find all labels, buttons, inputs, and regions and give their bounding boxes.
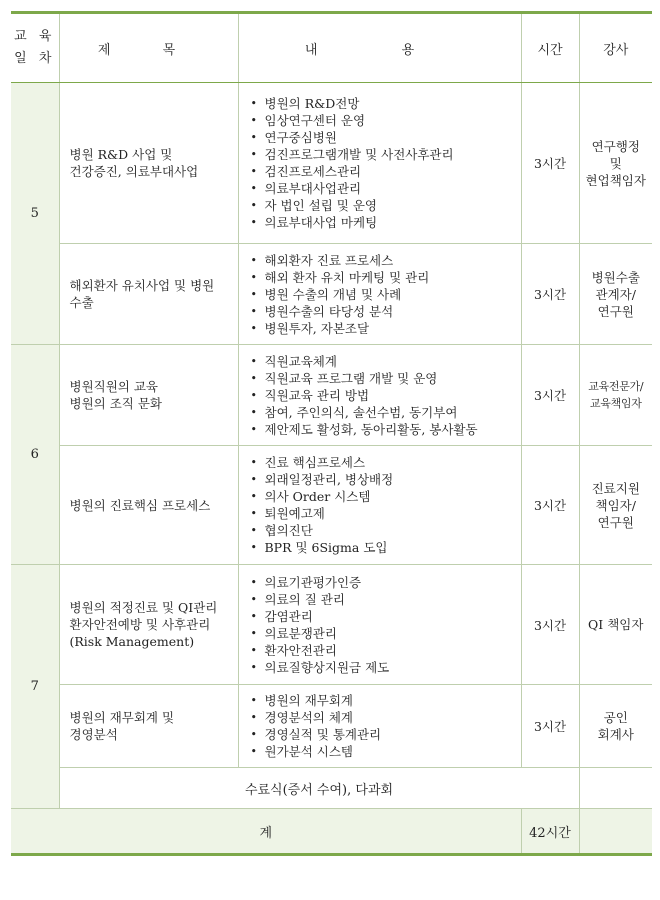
bullet-icon: • [250,507,257,520]
title-cell [59,446,238,565]
list-item: • 병원수출의 타당성 분석 [250,303,394,319]
content-list [249,574,515,676]
title-cell [59,345,238,446]
list-item: • 직원교육 관리 방법 [250,387,370,403]
list-item: • BPR 및 6Sigma 도입 [250,540,388,555]
header-content: 내 용 [238,13,521,83]
bullet-icon: • [250,216,257,229]
title-line: 병원의 조직 문화 [69,396,162,411]
list-item: • 연구중심병원 [250,130,337,145]
bullet-icon: • [250,287,257,301]
total-row [11,809,652,855]
header-row [11,13,652,83]
list-item: • 병원의 재무회계 [250,693,353,708]
bullet-icon: • [250,253,257,267]
list-item: • 자 법인 설립 및 운영 [250,198,377,213]
list-item: • 진료 핵심프로세스 [250,455,366,470]
total-empty-cell [579,809,652,855]
curriculum-table [11,11,652,856]
content-cell [238,685,521,768]
header-title: 제 목 [59,13,238,83]
title-cell [59,565,238,685]
title-line: 병원의 적정진료 및 QI관리 [69,600,218,615]
header-day [11,13,59,83]
time-cell: 3시간 [521,345,579,446]
instructor-cell: 병원수출 관계자/ 연구원 [579,244,652,345]
bullet-icon: • [250,388,257,402]
bullet-icon: • [250,728,257,741]
header-day-line2: 일 차 [14,51,56,66]
title-line: 병원의 재무회계 및 [69,710,175,725]
instructor-cell: 교육전문가/ 교육책임자 [579,345,652,446]
bullet-icon: • [250,592,257,606]
instructor-cell: 진료지원 책임자/ 연구원 [579,446,652,565]
list-item: • 직원교육 프로그램 개발 및 운영 [250,370,438,386]
time-cell: 3시간 [521,244,579,345]
list-item: • 협의진단 [250,523,313,538]
bullet-icon: • [250,694,257,707]
title-line: 병원 R&D 사업 및 [69,147,173,162]
list-item: • 의료질향상지원금 제도 [250,659,390,675]
list-item: • 경영분석의 체계 [250,710,353,725]
bullet-icon: • [250,473,257,486]
title-line: (Risk Management) [69,634,195,649]
content-list [249,252,515,337]
day-cell: 5 [11,83,59,345]
list-item: • 참여, 주인의식, 솔선수범, 동기부여 [250,404,458,420]
bullet-icon: • [250,270,257,284]
content-list [249,454,515,556]
list-item: • 의사 Order 시스템 [250,489,371,504]
instructor-cell: 연구행정 및 현업책임자 [579,83,652,244]
list-item: • 의료분쟁관리 [250,625,337,641]
content-cell [238,565,521,685]
list-item: • 의료의 질 관리 [250,591,345,607]
title-cell [59,83,238,244]
time-cell: 3시간 [521,565,579,685]
list-item: • 의료부대사업 마케팅 [250,215,378,230]
title-line: 건강증진, 의료부대사업 [69,164,199,179]
content-list [249,353,515,438]
header-instructor: 강사 [579,13,652,83]
title-cell [59,244,238,345]
list-item: • 의료기관평가인증 [250,574,362,590]
table-row [11,565,652,685]
bullet-icon: • [250,660,257,674]
day-cell: 7 [11,565,59,809]
bullet-icon: • [250,575,257,589]
list-item: • 제안제도 활성화, 동아리활동, 봉사활동 [250,421,478,437]
table-row [11,685,652,768]
closing-row [11,768,652,809]
list-item: • 병원 수출의 개념 및 사례 [250,286,402,302]
bullet-icon: • [250,524,257,537]
list-item: • 감염관리 [250,608,313,624]
header-time: 시간 [521,13,579,83]
table-row [11,244,652,345]
bullet-icon: • [250,304,257,318]
title-line: 환자안전예방 및 사후관리 [69,617,211,632]
time-cell: 3시간 [521,446,579,565]
list-item: • 외래일정관리, 병상배정 [250,472,394,487]
content-cell [238,83,521,244]
time-cell: 3시간 [521,685,579,768]
bullet-icon: • [250,131,257,144]
bullet-icon: • [250,165,257,178]
table-row [11,345,652,446]
list-item: • 임상연구센터 운영 [250,113,366,128]
bullet-icon: • [250,371,257,385]
bullet-icon: • [250,456,257,469]
list-item: • 해외환자 진료 프로세스 [250,252,394,268]
list-item: • 원가분석 시스템 [250,744,353,759]
bullet-icon: • [250,199,257,212]
closing-cell: 수료식(증서 수여), 다과회 [59,768,579,809]
instructor-cell: QI 책임자 [579,565,652,685]
bullet-icon: • [250,626,257,640]
title-line: 병원직원의 교육 [69,379,158,394]
title-line: 병원의 진료핵심 프로세스 [69,497,211,513]
list-item: • 의료부대사업관리 [250,181,362,196]
content-list [249,95,515,231]
closing-empty-cell [579,768,652,809]
bullet-icon: • [250,148,257,161]
bullet-icon: • [250,182,257,195]
list-item: • 직원교육체계 [250,353,337,369]
list-item: • 검진프로그램개발 및 사전사후관리 [250,147,454,162]
list-item: • 경영실적 및 통계관리 [250,727,382,742]
bullet-icon: • [250,643,257,657]
bullet-icon: • [250,490,257,503]
bullet-icon: • [250,114,257,127]
bullet-icon: • [250,541,257,554]
total-time: 42시간 [521,809,579,855]
table-row [11,83,652,244]
bullet-icon: • [250,354,257,368]
title-line: 경영분석 [69,727,118,742]
list-item: • 해외 환자 유치 마케팅 및 관리 [250,269,430,285]
bullet-icon: • [250,321,257,335]
bullet-icon: • [250,745,257,758]
table-row [11,446,652,565]
list-item: • 병원의 R&D전망 [250,96,360,111]
bullet-icon: • [250,711,257,724]
title-line: 해외환자 유치사업 및 병원 [69,278,215,293]
title-cell [59,685,238,768]
time-cell: 3시간 [521,83,579,244]
content-cell [238,244,521,345]
bullet-icon: • [250,422,257,436]
instructor-cell: 공인 회계사 [579,685,652,768]
bullet-icon: • [250,609,257,623]
list-item: • 퇴원예고제 [250,506,325,521]
content-list [249,692,515,760]
total-label: 계 [11,809,521,855]
list-item: • 환자안전관리 [250,642,337,658]
header-day-line1: 교 육 [14,29,56,44]
title-line: 수출 [69,295,94,310]
list-item: • 검진프로세스관리 [250,164,362,179]
day-cell: 6 [11,345,59,565]
bullet-icon: • [250,405,257,419]
content-cell [238,446,521,565]
content-cell [238,345,521,446]
list-item: • 병원투자, 자본조달 [250,320,370,336]
bullet-icon: • [250,97,257,110]
